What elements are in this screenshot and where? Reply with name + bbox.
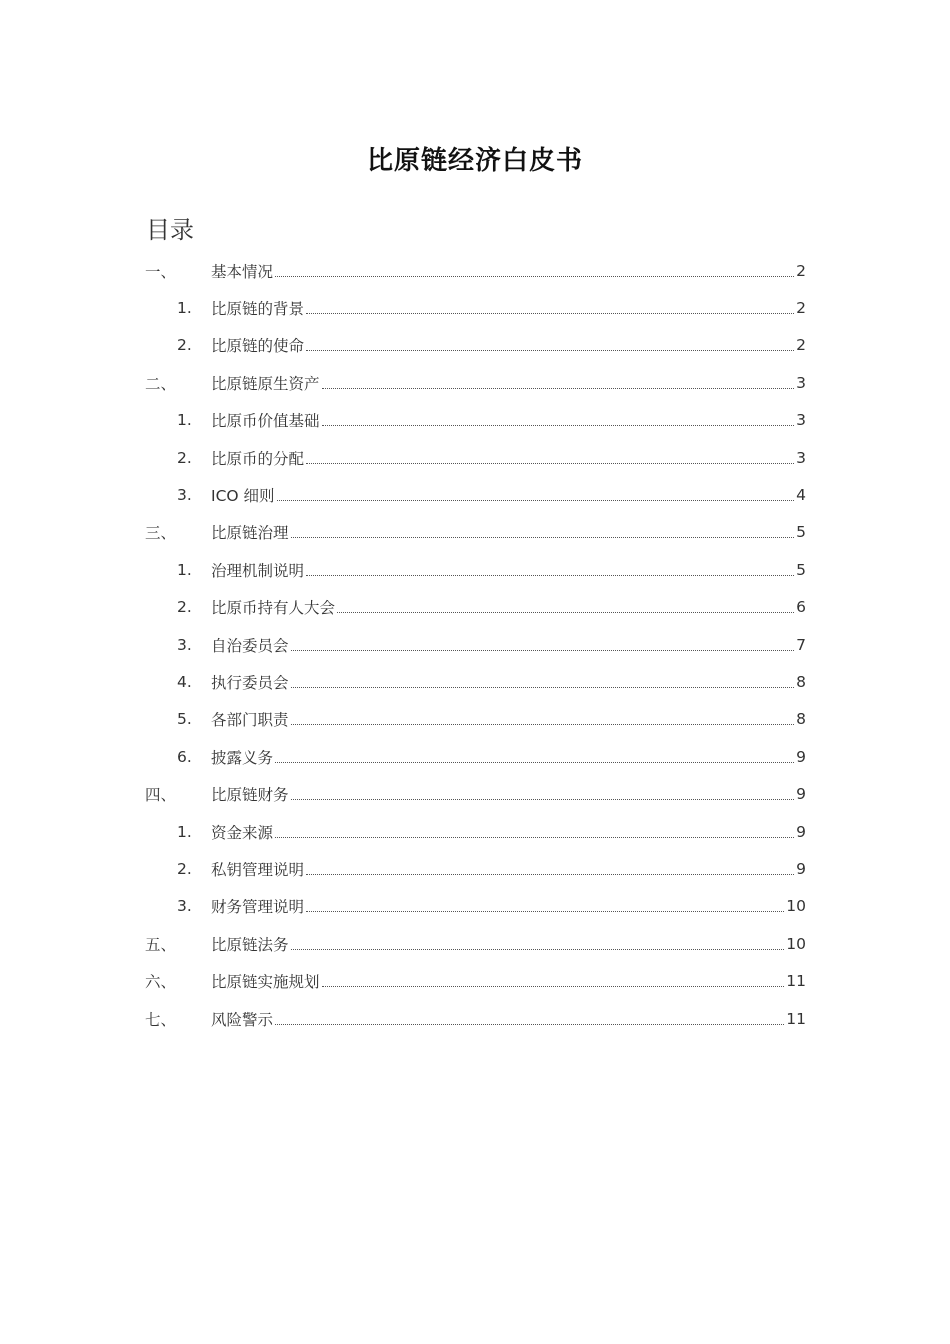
- toc-entry[interactable]: [145, 589, 806, 626]
- toc-entry-title: 比原链法务: [211, 935, 289, 954]
- toc-entry-title: 披露义务: [211, 748, 274, 767]
- toc-entry[interactable]: [145, 850, 806, 887]
- toc-entry-title: 风险警示: [211, 1010, 274, 1029]
- toc-entry-title: 比原链的使命: [211, 337, 305, 356]
- toc-entry[interactable]: [145, 775, 806, 812]
- toc-dot-leader: [275, 275, 794, 277]
- toc-entry[interactable]: [145, 289, 806, 326]
- toc-dot-leader: [275, 1023, 784, 1025]
- toc-entry-page: 3: [796, 373, 806, 392]
- toc-entry-number: 3.: [177, 897, 192, 916]
- document-title: 比原链经济白皮书: [366, 146, 583, 176]
- toc-entry[interactable]: [145, 514, 806, 551]
- toc-entry-title: 财务管理说明: [211, 898, 305, 917]
- toc-entry[interactable]: [145, 1000, 806, 1037]
- toc-entry-number: 六、: [145, 973, 177, 992]
- toc-entry-title: 资金来源: [211, 823, 274, 842]
- toc-entry-number: 6.: [177, 747, 192, 766]
- toc-entry-page: 9: [796, 859, 806, 878]
- toc-dot-leader: [306, 312, 794, 314]
- toc-dot-leader: [275, 761, 794, 763]
- toc-dot-leader: [291, 649, 794, 651]
- toc-entry[interactable]: [145, 663, 806, 700]
- toc-dot-leader: [322, 985, 785, 987]
- toc-entry[interactable]: [145, 364, 806, 401]
- toc-entry-title: 执行委员会: [211, 673, 289, 692]
- toc-entry-number: 四、: [145, 786, 177, 805]
- toc-entry-number: 二、: [145, 374, 177, 393]
- toc-entry-number: 3.: [177, 486, 192, 505]
- toc-entry-number: 七、: [145, 1010, 177, 1029]
- toc-entry[interactable]: [145, 476, 806, 513]
- toc-entry-number: 2.: [177, 598, 192, 617]
- toc-entry-number: 三、: [145, 524, 177, 543]
- toc-dot-leader: [291, 723, 794, 725]
- toc-entry-page: 2: [796, 261, 806, 280]
- toc-dot-leader: [306, 462, 794, 464]
- toc-entry-title: 私钥管理说明: [211, 860, 305, 879]
- toc-entry-title: 治理机制说明: [211, 561, 305, 580]
- toc-entry-page: 4: [796, 486, 806, 505]
- toc-dot-leader: [277, 499, 794, 501]
- toc-entry-page: 9: [796, 747, 806, 766]
- toc-entry[interactable]: [145, 402, 806, 439]
- toc-entry-page: 8: [796, 710, 806, 729]
- toc-entry[interactable]: [145, 925, 806, 962]
- toc-entry-page: 2: [796, 299, 806, 318]
- toc-entry[interactable]: [145, 626, 806, 663]
- toc-entry[interactable]: [145, 327, 806, 364]
- toc-entry-number: 2.: [177, 448, 192, 467]
- toc-entry-page: 5: [796, 523, 806, 542]
- toc-dot-leader: [291, 798, 794, 800]
- toc-entry-page: 3: [796, 411, 806, 430]
- toc-entry-title: 比原链治理: [211, 524, 289, 543]
- toc-entry-title: 比原币的分配: [211, 449, 305, 468]
- toc-entry-page: 10: [786, 897, 806, 916]
- toc-entry-number: 五、: [145, 935, 177, 954]
- toc-entry-page: 6: [796, 598, 806, 617]
- toc-entry-number: 1.: [177, 299, 192, 318]
- toc-entry-title: 自治委员会: [211, 636, 289, 655]
- toc-entry-number: 4.: [177, 672, 192, 691]
- toc-dot-leader: [275, 836, 794, 838]
- toc-entry-page: 11: [786, 972, 806, 991]
- toc-entry-title: 比原链原生资产: [211, 374, 320, 393]
- toc-entry-page: 11: [786, 1009, 806, 1028]
- toc-entry-page: 8: [796, 672, 806, 691]
- toc-entry-number: 1.: [177, 822, 192, 841]
- toc-entry[interactable]: [145, 888, 806, 925]
- toc-entry-title: 比原币价值基础: [211, 412, 320, 431]
- toc-entry-title: ICO 细则: [211, 487, 275, 506]
- toc-heading: 目录: [146, 216, 194, 244]
- toc-dot-leader: [306, 349, 794, 351]
- toc-entry-page: 3: [796, 448, 806, 467]
- toc-entry[interactable]: [145, 551, 806, 588]
- table-of-contents: [145, 252, 806, 1037]
- toc-dot-leader: [306, 574, 794, 576]
- toc-entry-number: 1.: [177, 560, 192, 579]
- toc-entry-page: 2: [796, 336, 806, 355]
- toc-entry-title: 各部门职责: [211, 711, 289, 730]
- toc-entry-title: 比原链财务: [211, 786, 289, 805]
- toc-entry[interactable]: [145, 701, 806, 738]
- toc-entry-title: 基本情况: [211, 262, 274, 281]
- toc-dot-leader: [306, 873, 794, 875]
- toc-entry-title: 比原币持有人大会: [211, 599, 336, 618]
- toc-entry-page: 9: [796, 822, 806, 841]
- toc-entry-page: 5: [796, 560, 806, 579]
- toc-entry[interactable]: [145, 813, 806, 850]
- toc-entry[interactable]: [145, 439, 806, 476]
- toc-entry-page: 7: [796, 635, 806, 654]
- toc-entry-title: 比原链实施规划: [211, 973, 320, 992]
- toc-entry[interactable]: [145, 252, 806, 289]
- toc-entry-number: 一、: [145, 262, 177, 281]
- toc-dot-leader: [306, 910, 784, 912]
- toc-entry-number: 2.: [177, 859, 192, 878]
- toc-dot-leader: [337, 611, 794, 613]
- toc-dot-leader: [291, 686, 794, 688]
- toc-entry-number: 2.: [177, 336, 192, 355]
- toc-entry[interactable]: [145, 962, 806, 999]
- toc-entry-number: 3.: [177, 635, 192, 654]
- toc-entry-page: 10: [786, 934, 806, 953]
- toc-dot-leader: [291, 536, 794, 538]
- toc-dot-leader: [322, 387, 794, 389]
- toc-entry-title: 比原链的背景: [211, 300, 305, 319]
- toc-dot-leader: [291, 948, 785, 950]
- toc-entry-number: 1.: [177, 411, 192, 430]
- toc-entry-page: 9: [796, 785, 806, 804]
- toc-dot-leader: [322, 424, 794, 426]
- toc-entry-number: 5.: [177, 710, 192, 729]
- toc-entry[interactable]: [145, 738, 806, 775]
